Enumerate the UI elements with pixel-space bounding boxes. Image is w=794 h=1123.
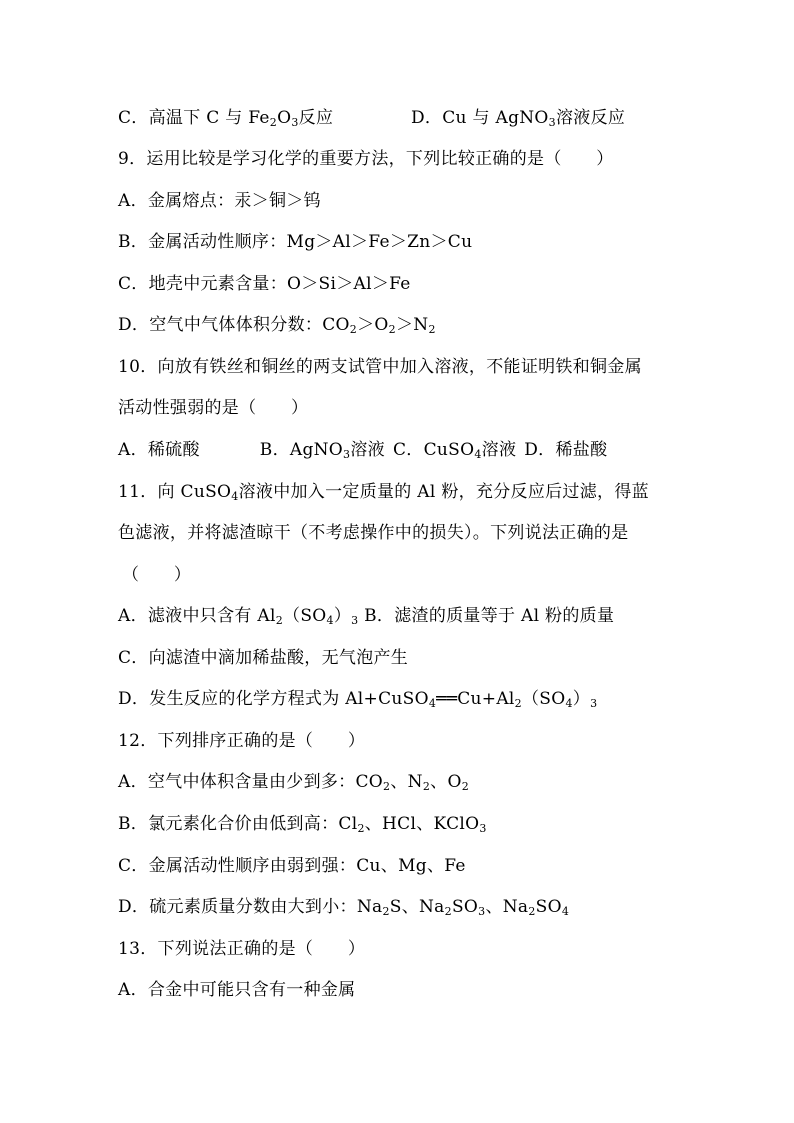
question-10-stem-line2: 活动性强弱的是（ ） xyxy=(118,398,309,418)
question-11-stem-line1: 11．向 CuSO$_4$溶液中加入一定质量的 Al 粉，充分反应后过滤，得蓝 xyxy=(118,482,649,503)
question-10-stem-line1: 10．向放有铁丝和铜丝的两支试管中加入溶液，不能证明铁和铜金属 xyxy=(118,357,642,377)
question-12-option-b: B．氯元素化合价由低到高：$Cl_2$、HCl、KClO$_3$ xyxy=(118,814,487,835)
question-8-option-d: D．Cu 与 AgNO$_3$溶液反应 xyxy=(411,108,626,129)
question-11-stem-line3: （ ） xyxy=(122,565,192,585)
question-9-stem: 9．运用比较是学习化学的重要方法，下列比较正确的是（ ） xyxy=(118,149,614,169)
question-12-option-c: C．金属活动性顺序由弱到强：Cu、Mg、Fe xyxy=(118,856,466,876)
option-c-text: C．高温下 C 与 Fe xyxy=(118,108,270,128)
question-11-option-d: D．发生反应的化学方程式为 $Al+CuSO_4══Cu+Al_2(SO_4)_3$ xyxy=(118,689,598,710)
question-12-stem: 12．下列排序正确的是（ ） xyxy=(118,731,366,751)
question-11-stem-line2: 色滤液，并将滤渣晾干（不考虑操作中的损失）。下列说法正确的是 xyxy=(118,523,629,543)
question-11-option-c: C．向滤渣中滴加稀盐酸，无气泡产生 xyxy=(118,648,409,668)
question-9-option-b: B．金属活动性顺序：Mg＞Al＞Fe＞Zn＞Cu xyxy=(118,232,473,252)
option-b: B．AgNO$_3$溶液 xyxy=(259,440,385,461)
question-13-option-a: A．合金中可能只含有一种金属 xyxy=(118,980,356,1000)
question-10-options xyxy=(118,438,607,462)
option-a: A．稀硫酸 xyxy=(118,440,200,460)
question-9-option-d: D．空气中气体体积分数：$CO_2>O_2>N_2$ xyxy=(118,315,436,336)
question-9-option-a: A．金属熔点：汞＞铜＞钨 xyxy=(118,191,321,211)
question-8-options-cd: C．高温下 C 与 $Fe_2O_3$反应 xyxy=(118,108,334,129)
question-12-option-a: A．空气中体积含量由少到多：$CO_2$、$N_2$、$O_2$ xyxy=(118,772,469,793)
question-11-options-ab: A．滤液中只含有 $Al_2(SO_4)_3$ B．滤渣的质量等于 Al 粉的质量 xyxy=(118,606,615,627)
option-d: D．稀盐酸 xyxy=(524,440,608,460)
question-9-option-c: C．地壳中元素含量：O＞Si＞Al＞Fe xyxy=(118,274,411,294)
question-12-option-d: D．硫元素质量分数由大到小：$Na_2S$、$Na_2SO_3$、$Na_2SO_4$ xyxy=(118,897,570,918)
option-c: C．CuSO$_4$溶液 xyxy=(392,440,517,461)
question-13-stem: 13．下列说法正确的是（ ） xyxy=(118,939,366,959)
